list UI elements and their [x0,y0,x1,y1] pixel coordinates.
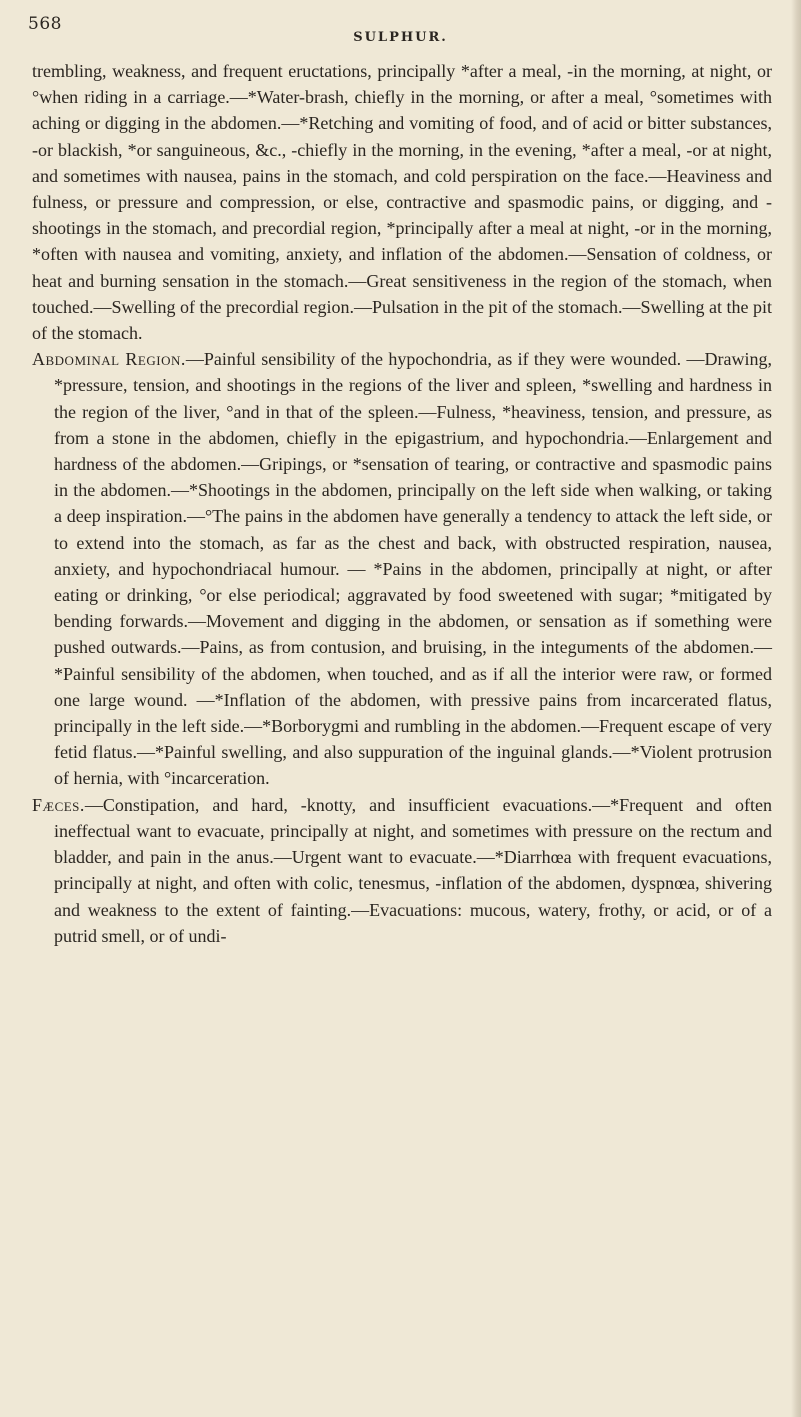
page-number: 568 [28,14,62,34]
faeces-text: —Constipation, and hard, -knotty, and insufficient evacuations.—*Frequent and often ineffectual want to evacuate, principally at night, and sometimes with pressure on the rectum and bladder, and pain in the anus.—Urgent want to evacuate.—*Diarrhœa with frequent evacuations, principally at night, and often with colic, tenesmus, -inflation of the abdomen, dyspnœa, shivering and weakness to the extent of fainting.—Evacuations: mucous, watery, frothy, or acid, or of a putrid smell, or of undi- [54,794,772,946]
page-edge [791,0,801,1417]
stomach-paragraph: trembling, weakness, and frequent eructations, principally *after a meal, -in the morning, at night, or °when riding in a carriage.—*Water-brash, chiefly in the morning, or after a meal, °sometimes with aching or digging in the abdomen.—*Retching and vomiting of food, and of acid or bitter substances, -or blackish, *or sanguineous, &c., -chiefly in the morning, in the evening, *after a meal, -or at night, and sometimes with nausea, pains in the stomach, and cold perspiration on the face.—Heaviness and fulness, or pressure and compression, or else, contractive and spasmodic pains, or digging, and -shootings in the stomach, and precordial region, *principally after a meal at night, -or in the morning, *often with nausea and vomiting, anxiety, and inflation of the abdomen.—Sensation of coldness, or heat and burning sensation in the stomach.—Great sensitiveness in the region of the stomach, when touched.—Swelling of the precordial region.—Pulsation in the pit of the stomach.—Swelling at the pit of the stomach. [32,61,772,344]
abdominal-text: —Painful sensibility of the hypochondria, as if they were wounded. —Drawing, *pressure, tension, and shootings in the regions of the liver and spleen, *swelling and hardness in the region of the liver, °and in that of the spleen.—Fulness, *heaviness, tension, and pressure, as from a stone in the abdomen, chiefly in the epigastrium, and hypochondria.—Enlargement and hardness of the abdomen.—Gripings, or *sensation of tearing, or contractive and spasmodic pains in the abdomen.—*Shootings in the abdomen, principally on the left side when walking, or taking a deep inspiration.—°The pains in the abdomen have generally a tendency to attack the left side, or to extend into the stomach, as far as the chest and back, with obstructed respiration, nausea, anxiety, and hypochondriacal humour. — *Pains in the abdomen, principally at night, or after eating or drinking, °or else periodical; aggravated by food sweetened with sugar; *mitigated by bending forwards.—Movement and digging in the abdomen, or sensation as if something were pushed outwards.—Pains, as from contusion, and bruising, in the integuments of the abdomen.—*Painful sensibility of the abdomen, when touched, and as if all the interior were raw, or formed one large wound. —*Inflation of the abdomen, with pressive pains from incarcerated flatus, principally in the left side.—*Borborygmi and rumbling in the abdomen.—Frequent escape of very fetid flatus.—*Painful swelling, and also suppuration of the inguinal glands.—*Violent protrusion of hernia, with °incarceration. [54,349,772,789]
running-title: SULPHUR. [353,30,448,45]
faeces-paragraph [32,792,772,949]
abdominal-paragraph [32,346,772,791]
abdominal-section-head: Abdominal Region. [32,349,186,370]
body-text [32,58,772,949]
faeces-section-head: Fæces. [32,794,85,815]
